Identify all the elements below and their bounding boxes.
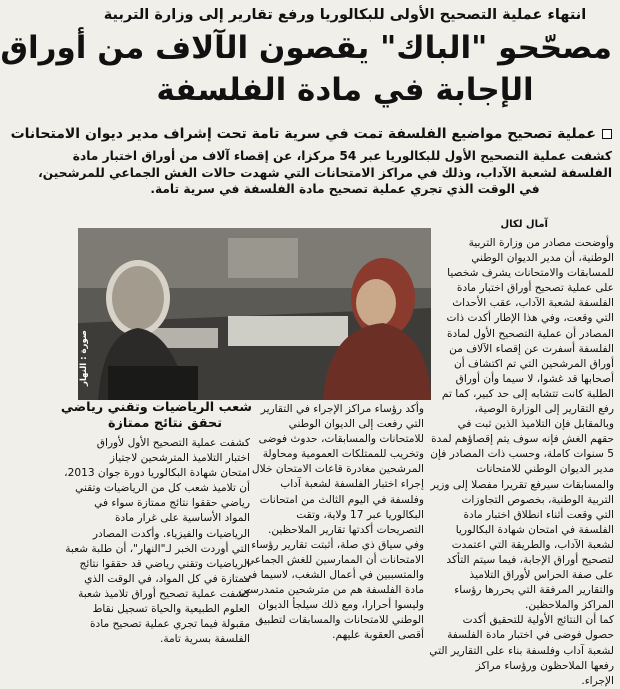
box-line: أن تلاميذ شعب كل من الرياضيات وتقني [75, 482, 250, 495]
article-line: المراكز والملاحظين. [525, 599, 614, 612]
lead-line: كشفت عملية التصحيح الأول للبكالوريا عبر 54 مركزا، عن إقصاء آلاف من أوراق اختبار مادة [72, 149, 612, 163]
article-line: رفع التقارير إلى الوزارة الوصية، [474, 403, 614, 416]
article-line: الوطنية، أن مدير الديوان الوطني [471, 252, 614, 265]
article-line: مادة الفلسفة هم من مترشحين متمدرسين [238, 584, 424, 597]
box-line: امتحان شهادة البكالوريا دورة جوان 2013، [64, 467, 250, 480]
photo-illustration [78, 228, 431, 400]
lead-line: الفلسفة لشعبة الآداب، وذلك في مراكز الامتحانات التي شهدت حالات الغش الجماعي للمرشحين، [38, 165, 612, 180]
headline-line-2: الإجابة في مادة الفلسفة [156, 72, 534, 108]
article-line: الطلبة كانت تتشابه إلى حد كبير، كما تم [441, 387, 614, 400]
article-line: الفلسفة في امتحان شهادة البكالوريا [455, 523, 614, 536]
article-line: وبالمقابل فإن التلاميذ الذين ثبت في [457, 418, 614, 431]
article-line: التصريحات أكدتها تقارير الملاحظين. [267, 523, 424, 536]
box-line: الفلسفة بسرية تامة. [159, 633, 250, 646]
article-line: الفلسفة أسفرت عن إقصاء الآلاف من [449, 342, 614, 355]
article-line: وفلسفة في اليوم الثالث من امتحانات [259, 493, 424, 506]
article-line: لشعبة آداب وفلسفة بناء على التقارير التي [429, 644, 614, 657]
article-line: التي وقعت أثناء انطلاق اختبار مادة [463, 508, 614, 521]
article-line: الامتحانات أن الممارسين للغش الجماعي [245, 553, 424, 566]
square-bullet-icon [602, 129, 612, 139]
article-line: أوراق المرشحين التي تم اكتشاف أن [453, 357, 614, 370]
article-line: والتقارير المرفقة التي يحررها رؤساء [454, 584, 614, 597]
article-line: المصادر أن عملية التصحيح الأول لمادة [446, 327, 614, 340]
box-line: التي أوردت الخبر لـ"النهار"، أن طلبة شعبة [65, 542, 250, 555]
article-line: الإجراء. [581, 674, 614, 687]
sidebar-box-title [60, 400, 252, 432]
article-line: والمتسببين في أعمال الشغب، لاسيما في [243, 569, 424, 582]
article-column-middle [238, 402, 424, 644]
article-line: الوطني للامتحانات والمسابقات لتطبيق [255, 614, 424, 627]
box-line: رياضي حققوا نتائج ممتازة سواء في [94, 497, 250, 510]
article-line: أصحابها قد غشوا، لا سيما وأن أوراق [455, 372, 614, 385]
article-line: حقهم الغش فإنه سوف يتم إقصاؤهم لمدة [431, 433, 614, 446]
article-line: إجراء اختبار الفلسفة لشعبة آداب [280, 478, 424, 491]
article-line: حصول فوضى في اختبار مادة الفلسفة [447, 629, 614, 642]
box-line: كشفت عملية التصحيح الأول لأوراق [96, 437, 250, 449]
article-line: وتخريب للممتلكات العمومية ومحاولة [262, 448, 424, 461]
box-line: كشفت عملية تصحيح أوراق تلاميذ شعبة [78, 587, 250, 600]
article-line: وأوضحت مصادر من وزارة التربية [468, 237, 614, 249]
article-line: البكالوريا عبر 17 ولاية، وتقت [296, 508, 424, 521]
box-line: الرياضيات وتقني رياضي قد حققوا نتائج [79, 557, 250, 570]
box-line: المواد الأساسية على غرار مادة [114, 512, 250, 525]
article-line: على صفة الحراس لأوراق التلاميذ [469, 569, 614, 582]
box-line: ممتازة في كل المواد، في الوقت الذي [84, 572, 250, 585]
kicker: انتهاء عملية التصحيح الأولى للبكالوريا ورفع تقارير إلى وزارة التربية [103, 7, 587, 23]
subhead [10, 124, 612, 144]
byline: آمال لكال [500, 219, 548, 230]
headline-line-1: مصحّحو "الباك" يقصون الآلاف من أوراق [0, 30, 612, 66]
article-line: للامتحانات والمسابقات، حدوث فوضى [258, 433, 424, 446]
article-column-right [429, 236, 614, 689]
headline [0, 27, 612, 111]
article-line: 5 سنوات كاملة، وحسب ذات المصادر فإن [430, 448, 614, 461]
box-title-line-1: شعب الرياضيات وتقني رياضي [60, 400, 252, 415]
article-line: وفي سياق ذي صلة، أثبتت تقارير رؤساء [251, 538, 424, 551]
article-line: لشعبة الآداب، والطريقة التي اعتمدت [451, 538, 614, 551]
box-title-line-2: تحقق نتائج ممتازة [108, 416, 222, 431]
article-line: المرشحين مغادرة قاعات الامتحان خلال [251, 463, 424, 476]
article-line: وأكد رؤساء مراكز الإجراء في التقارير [260, 403, 424, 415]
box-line: الرياضيات والفيزياء. وأكدت المصادر [92, 527, 250, 540]
box-line: العلوم الطبيعية والحياة تسجيل نقاط [92, 603, 250, 616]
box-line: مقبولة فيما تجري عملية تصحيح مادة [90, 618, 250, 631]
sidebar-box-text [64, 436, 250, 647]
article-line: مدير الديوان الوطني للامتحانات [476, 463, 614, 476]
article-line: وليسوا أحرارا، ومع ذلك سيلجأ الديوان [258, 599, 424, 612]
article-line: كما أن النتائج الأولية للتحقيق أكدت [462, 614, 614, 627]
lead-line: في الوقت الذي تجري عملية تصحيح مادة الفلسفة في سرية تامة. [150, 182, 540, 196]
article-line: والمسابقات سيرفع تقريرا مفصلا إلى وزير [430, 478, 614, 491]
article-line: أقصى العقوبة عليهم. [332, 629, 424, 642]
subhead-text: عملية تصحيح مواضيع الفلسفة تمت في سرية تامة تحت إشراف مدير ديوان الامتحانات [10, 126, 596, 142]
photo-credit: صورة : النهار [79, 330, 89, 387]
article-line: التي وقعت، وفي هذا الإطار أكدت ذات [446, 312, 614, 325]
article-line: للمسابقات والامتحانات يشرف شخصيا [447, 267, 614, 280]
box-line: اختبار التلاميذ المترشحين لاجتياز [109, 452, 250, 465]
exam-correctors-photo [78, 228, 431, 400]
article-line: على عملية تصحيح أوراق اختبار مادة [456, 282, 614, 295]
article-line: التربية الوطنية، بخصوص التجاوزات [461, 493, 614, 506]
article-line: رفعها الملاحظون ورؤساء مراكز [475, 659, 614, 672]
article-line: الفلسفة لشعبة الآداب، عقب الأحداث [452, 297, 614, 310]
article-line: التي رفعت إلى الديوان الوطني [288, 418, 424, 431]
article-line: لتصحيح أوراق الإجابة، فيما سيتم التأكد [446, 553, 614, 566]
lead-paragraph [38, 148, 612, 198]
